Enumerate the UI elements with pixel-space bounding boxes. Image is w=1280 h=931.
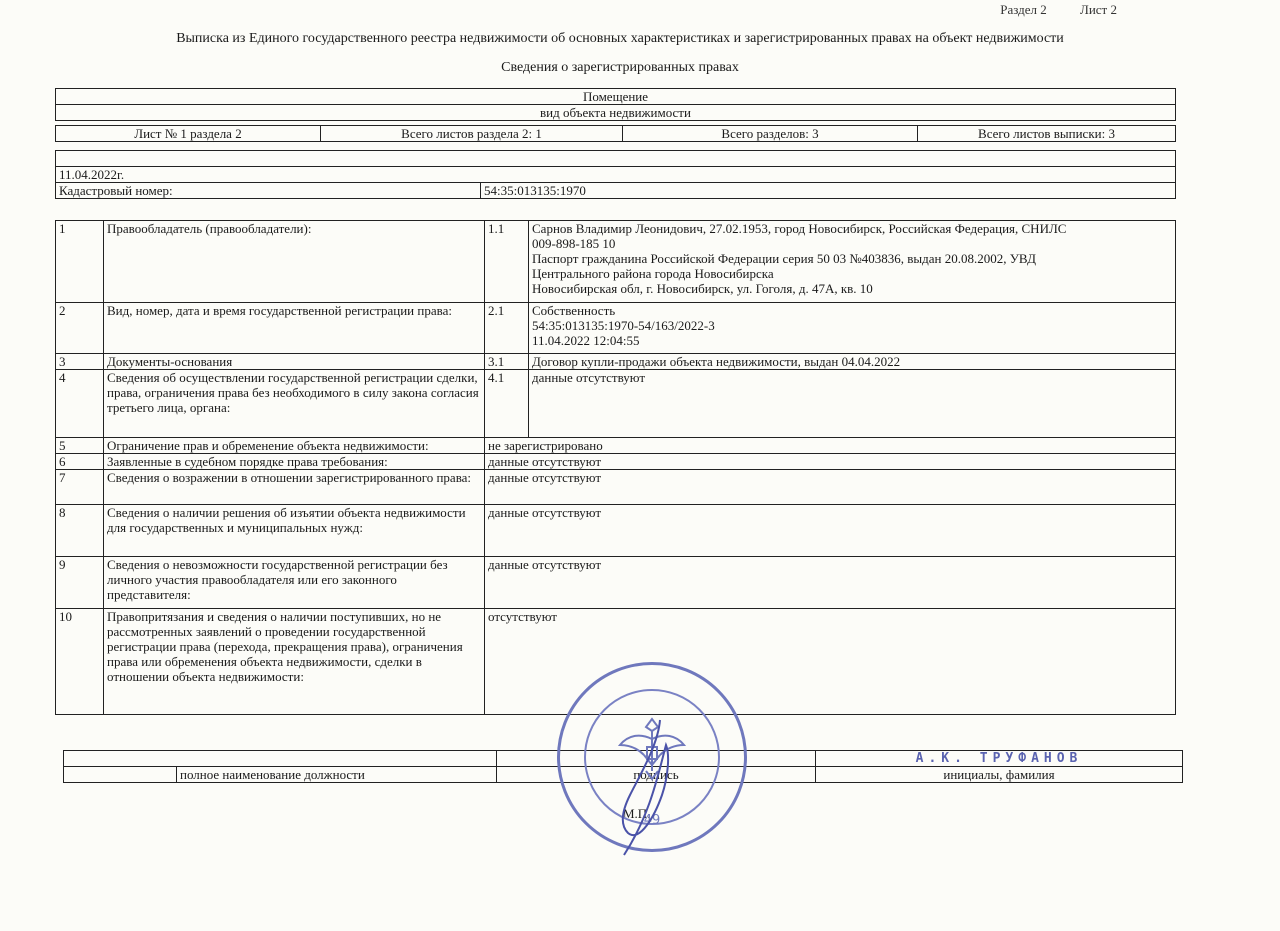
row-value bbox=[529, 221, 1176, 303]
row-label: Правообладатель (правообладатели): bbox=[104, 221, 485, 303]
row-label: Документы-основания bbox=[104, 354, 485, 370]
stamp-number: 49 bbox=[643, 813, 661, 828]
row-value: данные отсутствуют bbox=[485, 505, 1176, 557]
registration-line: 11.04.2022 12:04:55 bbox=[532, 333, 640, 348]
date-cadastral-table bbox=[55, 150, 1176, 199]
table-row bbox=[56, 557, 1176, 609]
header-section-sheet bbox=[970, 2, 1117, 18]
row-subnumber: 1.1 bbox=[485, 221, 529, 303]
cadastral-label: Кадастровый номер: bbox=[56, 183, 481, 199]
table-row bbox=[56, 438, 1176, 454]
sheet-label: Лист 2 bbox=[1080, 2, 1117, 17]
signature-caption: подпись bbox=[497, 767, 816, 783]
row-number: 10 bbox=[56, 609, 104, 715]
row-value: данные отсутствуют bbox=[529, 370, 1176, 438]
row-value: данные отсутствуют bbox=[485, 454, 1176, 470]
row-number: 7 bbox=[56, 470, 104, 505]
total-extract-sheets: Всего листов выписки: 3 bbox=[918, 126, 1176, 142]
registration-line: Собственность bbox=[532, 303, 616, 318]
table-row bbox=[56, 354, 1176, 370]
document-subtitle: Сведения о зарегистрированных правах bbox=[501, 60, 739, 75]
row-value bbox=[529, 303, 1176, 354]
row-number: 5 bbox=[56, 438, 104, 454]
blank-cell bbox=[64, 767, 177, 783]
row-subnumber: 2.1 bbox=[485, 303, 529, 354]
row-label: Правопритязания и сведения о наличии поступивших, но не рассмотренных заявлений о проведении государственной регистрации права (перехода, прекращения права), ограничения права или обременения объекта недвижимости, сделки в отношении объекта недвижимости: bbox=[104, 609, 485, 715]
object-type-table bbox=[55, 88, 1176, 121]
signer-name: А.К. ТРУФАНОВ bbox=[816, 751, 1183, 767]
row-label: Вид, номер, дата и время государственной регистрации права: bbox=[104, 303, 485, 354]
owner-line: 009-898-185 10 bbox=[532, 236, 616, 251]
registration-line: 54:35:013135:1970-54/163/2022-3 bbox=[532, 318, 715, 333]
row-label: Ограничение прав и обременение объекта недвижимости: bbox=[104, 438, 485, 454]
table-row bbox=[56, 370, 1176, 438]
rights-table bbox=[55, 220, 1176, 715]
table-row bbox=[56, 303, 1176, 354]
owner-line: Паспорт гражданина Российской Федерации серия 50 03 №403836, выдан 20.08.2002, УВД bbox=[532, 251, 1036, 266]
object-type: Помещение bbox=[56, 89, 1176, 105]
table-row bbox=[56, 454, 1176, 470]
owner-line: Новосибирская обл, г. Новосибирск, ул. Гоголя, д. 47А, кв. 10 bbox=[532, 281, 873, 296]
row-label: Сведения о возражении в отношении зарегистрированного права: bbox=[104, 470, 485, 505]
row-number: 3 bbox=[56, 354, 104, 370]
owner-line: Центрального района города Новосибирска bbox=[532, 266, 774, 281]
table-row bbox=[56, 221, 1176, 303]
mp-label: М.П. bbox=[623, 806, 651, 821]
handwritten-signature-icon bbox=[600, 715, 710, 860]
row-number: 6 bbox=[56, 454, 104, 470]
cadastral-number: 54:35:013135:1970 bbox=[481, 183, 1176, 199]
row-number: 2 bbox=[56, 303, 104, 354]
row-number: 1 bbox=[56, 221, 104, 303]
row-value: отсутствуют bbox=[485, 609, 1176, 715]
document-title: Выписка из Единого государственного реестра недвижимости об основных характеристиках и зарегистрированных правах на объект недвижимости bbox=[176, 31, 1064, 46]
row-subnumber: 3.1 bbox=[485, 354, 529, 370]
position-caption: полное наименование должности bbox=[177, 767, 497, 783]
section-label: Раздел 2 bbox=[1000, 2, 1047, 17]
row-label: Сведения об осуществлении государственной регистрации сделки, права, ограничения права без необходимого в силу закона согласия третьего лица, органа: bbox=[104, 370, 485, 438]
row-number: 9 bbox=[56, 557, 104, 609]
total-sections: Всего разделов: 3 bbox=[623, 126, 918, 142]
row-label: Сведения о невозможности государственной регистрации без личного участия правообладателя или его законного представителя: bbox=[104, 557, 485, 609]
row-value: не зарегистрировано bbox=[485, 438, 1176, 454]
extract-date: 11.04.2022г. bbox=[56, 167, 1176, 183]
name-caption: инициалы, фамилия bbox=[816, 767, 1183, 783]
row-label: Заявленные в судебном порядке права требования: bbox=[104, 454, 485, 470]
row-number: 8 bbox=[56, 505, 104, 557]
sheets-table bbox=[55, 125, 1176, 142]
table-row bbox=[56, 505, 1176, 557]
owner-line: Сарнов Владимир Леонидович, 27.02.1953, город Новосибирск, Российская Федерация, СНИЛС bbox=[532, 221, 1067, 236]
sheet-number: Лист № 1 раздела 2 bbox=[56, 126, 321, 142]
row-value: Договор купли-продажи объекта недвижимости, выдан 04.04.2022 bbox=[529, 354, 1176, 370]
total-section-sheets: Всего листов раздела 2: 1 bbox=[321, 126, 623, 142]
empty-row bbox=[56, 151, 1176, 167]
object-type-caption: вид объекта недвижимости bbox=[56, 105, 1176, 121]
row-label: Сведения о наличии решения об изъятии объекта недвижимости для государственных и муниципальных нужд: bbox=[104, 505, 485, 557]
row-subnumber: 4.1 bbox=[485, 370, 529, 438]
table-row bbox=[56, 470, 1176, 505]
row-value: данные отсутствуют bbox=[485, 470, 1176, 505]
position-cell bbox=[64, 751, 497, 767]
row-number: 4 bbox=[56, 370, 104, 438]
row-value: данные отсутствуют bbox=[485, 557, 1176, 609]
